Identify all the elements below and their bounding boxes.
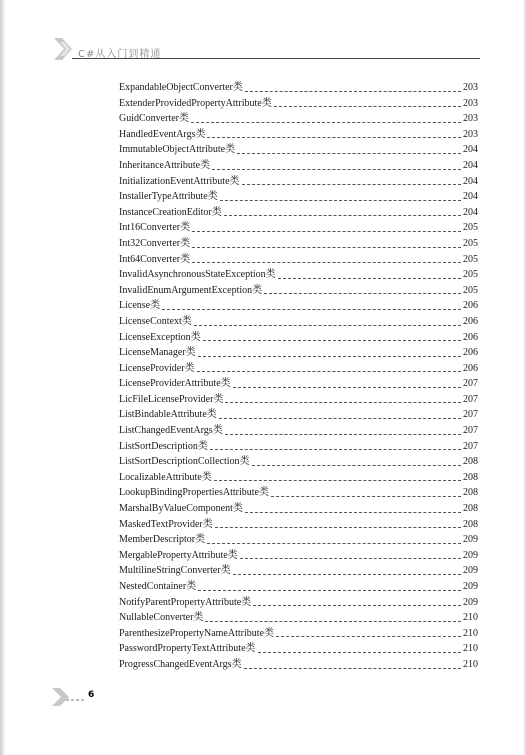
toc-entry-page: 207 — [463, 425, 478, 437]
toc-entry — [119, 470, 478, 486]
toc-entry-title: InheritanceAttribute类 — [119, 159, 211, 171]
toc-dot-leader — [264, 293, 461, 294]
toc-entry-title: ParenthesizePropertyNameAttribute类 — [119, 627, 274, 639]
toc-entry-title: ImmutableObjectAttribute类 — [119, 144, 236, 156]
toc-dot-leader — [162, 309, 461, 310]
toc-entry-title: MarshalByValueComponent类 — [119, 503, 243, 515]
toc-entry-page: 203 — [463, 128, 478, 140]
toc-entry — [119, 657, 478, 673]
toc-entry-page: 204 — [463, 175, 478, 187]
toc-entry-page: 206 — [463, 331, 478, 343]
toc-entry-title: InitializationEventAttribute类 — [119, 175, 240, 187]
toc-entry-page: 206 — [463, 362, 478, 374]
toc-entry-title: License类 — [119, 300, 161, 312]
toc-entry-title: LicenseContext类 — [119, 315, 192, 327]
toc-entry — [119, 220, 478, 236]
toc-entry — [119, 532, 478, 548]
toc-dot-leader — [198, 590, 461, 591]
toc-dot-leader — [192, 231, 461, 232]
toc-entry-page: 204 — [463, 159, 478, 171]
toc-entry-page: 206 — [463, 315, 478, 327]
toc-entry-title: MergablePropertyAttribute类 — [119, 549, 238, 561]
toc-entry-page: 210 — [463, 643, 478, 655]
toc-entry-page: 206 — [463, 347, 478, 359]
toc-dot-leader — [212, 169, 461, 170]
toc-entry — [119, 267, 478, 283]
toc-entry-title: ListChangedEventArgs类 — [119, 425, 223, 437]
toc-dot-leader — [219, 418, 461, 419]
toc-entry-page: 205 — [463, 284, 478, 296]
toc-entry-page: 204 — [463, 206, 478, 218]
toc-entry — [119, 330, 478, 346]
toc-dot-leader — [225, 434, 461, 435]
toc-entry-title: MemberDescriptor类 — [119, 534, 206, 546]
toc-entry — [119, 314, 478, 330]
toc-entry-title: MaskedTextProvider类 — [119, 518, 213, 530]
toc-dot-leader — [258, 652, 461, 653]
toc-entry-page: 209 — [463, 549, 478, 561]
toc-dot-leader — [252, 465, 461, 466]
toc-entry — [119, 517, 478, 533]
toc-entry-title: InvalidEnumArgumentException类 — [119, 284, 263, 296]
toc-entry — [119, 407, 478, 423]
toc-entry — [119, 111, 478, 127]
toc-entry-page: 205 — [463, 253, 478, 265]
toc-entry-title: LicenseProviderAttribute类 — [119, 378, 231, 390]
toc-entry-title: ListSortDescriptionCollection类 — [119, 456, 250, 468]
toc-entry-title: InvalidAsynchronousStateException类 — [119, 269, 276, 281]
toc-entry-title: LicenseProvider类 — [119, 362, 195, 374]
toc-entry-page: 207 — [463, 409, 478, 421]
toc-entry — [119, 345, 478, 361]
toc-entry-title: ExtenderProvidedPropertyAttribute类 — [119, 97, 272, 109]
toc-dot-leader — [191, 122, 461, 123]
toc-dot-leader — [220, 200, 461, 201]
toc-entry — [119, 454, 478, 470]
toc-entry — [119, 376, 478, 392]
toc-entry — [119, 96, 478, 112]
toc-entry — [119, 439, 478, 455]
toc-entry-title: MultilineStringConverter类 — [119, 565, 231, 577]
toc-entry — [119, 205, 478, 221]
toc-entry — [119, 158, 478, 174]
page-header — [52, 36, 480, 62]
toc-entry-page: 208 — [463, 487, 478, 499]
toc-entry-title: Int64Converter类 — [119, 253, 191, 265]
toc-entry — [119, 298, 478, 314]
page-footer — [52, 686, 112, 710]
book-title: C#从入门到精通 — [78, 49, 162, 60]
toc-entry — [119, 127, 478, 143]
toc-dot-leader — [233, 387, 461, 388]
toc-dot-leader — [224, 215, 461, 216]
toc-dot-leader — [192, 262, 461, 263]
toc-entry — [119, 641, 478, 657]
toc-entry-title: LocalizableAttribute类 — [119, 471, 212, 483]
toc-dot-leader — [192, 247, 461, 248]
toc-entry — [119, 501, 478, 517]
toc-entry-title: ListBindableAttribute类 — [119, 409, 217, 421]
toc-entry-page: 208 — [463, 518, 478, 530]
toc-entry — [119, 485, 478, 501]
toc-entry-page: 209 — [463, 581, 478, 592]
toc-entry-page: 209 — [463, 596, 478, 608]
toc-dot-leader — [194, 325, 461, 326]
toc-entry-page: 204 — [463, 191, 478, 203]
toc-entry — [119, 563, 478, 579]
toc-entry-page: 210 — [463, 658, 478, 670]
toc-entry-page: 208 — [463, 471, 478, 483]
toc-entry — [119, 595, 478, 611]
toc-entry-page: 210 — [463, 627, 478, 639]
toc-dot-leader — [242, 184, 461, 185]
toc-dot-leader — [245, 512, 461, 513]
toc-entry — [119, 174, 478, 190]
toc-entry-title: LicenseManager类 — [119, 347, 196, 359]
toc-dot-leader — [278, 278, 461, 279]
toc-dot-leader — [244, 668, 461, 669]
toc-entry-page: 208 — [463, 456, 478, 468]
toc-entry-title: NullableConverter类 — [119, 612, 204, 624]
toc-entry-title: Int32Converter类 — [119, 237, 191, 249]
toc-entry-title: NestedContainer类 — [119, 581, 197, 592]
toc-entry — [119, 548, 478, 564]
toc-entry-page: 205 — [463, 237, 478, 249]
toc-dot-leader — [253, 605, 461, 606]
toc-entry — [119, 80, 478, 96]
toc-entry-page: 209 — [463, 534, 478, 546]
toc-entry-page: 210 — [463, 612, 478, 624]
toc-entry-title: LicFileLicenseProvider类 — [119, 393, 224, 405]
toc-dot-leader — [205, 621, 461, 622]
toc-dot-leader — [245, 91, 461, 92]
toc-dot-leader — [240, 558, 461, 559]
toc-dot-leader — [271, 496, 461, 497]
toc-entry-page: 209 — [463, 565, 478, 577]
toc-dot-leader — [237, 153, 461, 154]
toc-dot-leader — [276, 636, 461, 637]
toc-dot-leader — [207, 543, 461, 544]
toc-dot-leader — [210, 449, 461, 450]
toc-entry-title: ExpandableObjectConverter类 — [119, 82, 243, 93]
toc-entry-title: PasswordPropertyTextAttribute类 — [119, 643, 256, 655]
toc-entry-title: LicenseException类 — [119, 331, 201, 343]
toc-entry-title: InstallerTypeAttribute类 — [119, 191, 218, 203]
chevron-right-icon — [52, 686, 86, 708]
toc-dot-leader — [197, 371, 461, 372]
toc-dot-leader — [274, 106, 461, 107]
header-rule — [72, 58, 480, 59]
toc-dot-leader — [225, 402, 461, 403]
toc-entry-title: NotifyParentPropertyAttribute类 — [119, 596, 252, 608]
toc-entry-title: HandledEventArgs类 — [119, 128, 206, 140]
toc-entry-title: ProgressChangedEventArgs类 — [119, 658, 242, 670]
toc-entry-page: 204 — [463, 144, 478, 156]
toc-entry-title: Int16Converter类 — [119, 222, 191, 234]
toc-entry-page: 205 — [463, 269, 478, 281]
toc-dot-leader — [207, 137, 461, 138]
toc-dot-leader — [198, 356, 461, 357]
toc-entry-page: 203 — [463, 113, 478, 125]
toc-entry-page: 207 — [463, 440, 478, 452]
toc-dot-leader — [215, 527, 461, 528]
toc-entry-page: 206 — [463, 300, 478, 312]
toc-entry-page: 203 — [463, 97, 478, 109]
toc-entry-title: InstanceCreationEditor类 — [119, 206, 222, 218]
toc-dot-leader — [214, 480, 461, 481]
toc-entry — [119, 626, 478, 642]
toc-entry — [119, 610, 478, 626]
toc-entry-title: LookupBindingPropertiesAttribute类 — [119, 487, 269, 499]
toc-entry-page: 207 — [463, 393, 478, 405]
toc-dot-leader — [233, 574, 461, 575]
toc-entry — [119, 236, 478, 252]
toc-entry — [119, 423, 478, 439]
table-of-contents — [119, 80, 478, 673]
toc-entry-page: 205 — [463, 222, 478, 234]
page-number: 6 — [88, 690, 95, 700]
toc-entry-page: 208 — [463, 503, 478, 515]
page-binding-edge — [0, 0, 6, 755]
toc-entry — [119, 252, 478, 268]
toc-entry — [119, 283, 478, 299]
toc-entry — [119, 579, 478, 595]
toc-entry-title: GuidConverter类 — [119, 113, 189, 125]
toc-entry — [119, 189, 478, 205]
toc-entry — [119, 392, 478, 408]
toc-entry — [119, 142, 478, 158]
toc-entry-title: ListSortDescription类 — [119, 440, 208, 452]
toc-entry — [119, 361, 478, 377]
toc-entry-page: 207 — [463, 378, 478, 390]
toc-dot-leader — [203, 340, 461, 341]
toc-entry-page: 203 — [463, 82, 478, 93]
